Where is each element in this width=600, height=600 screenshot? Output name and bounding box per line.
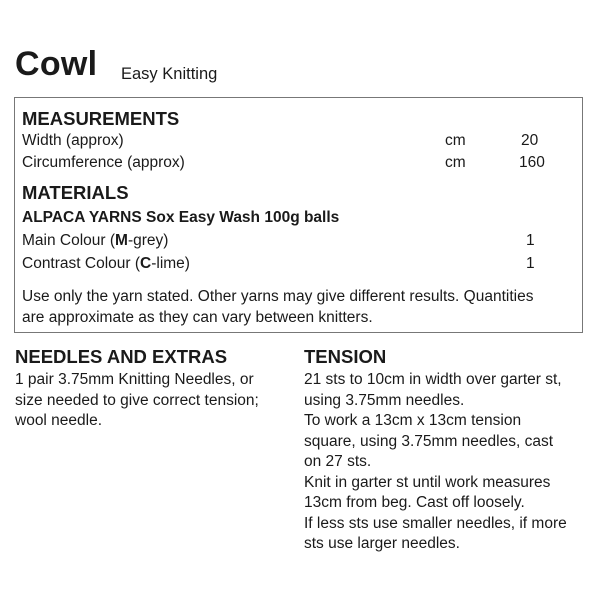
circumference-value: 160 [519,154,545,171]
main-colour-quantity: 1 [526,232,535,249]
page-subtitle: Easy Knitting [121,65,218,83]
tension-line: If less sts use smaller needles, if more [304,514,567,532]
yarn-note-line: are approximate as they can vary between knitters. [22,309,373,326]
tension-line: using 3.75mm needles. [304,391,465,409]
needles-line: 1 pair 3.75mm Knitting Needles, or [15,371,254,388]
needles-line: size needed to give correct tension; [15,391,259,409]
tension-line: sts use larger needles. [304,535,460,552]
width-label: Width (approx) [22,132,124,149]
yarn-note-line: Use only the yarn stated. Other yarns may give different results. Quantities [22,288,534,305]
contrast-colour-quantity: 1 [526,255,535,272]
circumference-label: Circumference (approx) [22,154,185,171]
measurements-heading: MEASUREMENTS [22,108,180,129]
contrast-colour-label: Contrast Colour (C-lime) [22,255,190,272]
needles-heading: NEEDLES AND EXTRAS [15,346,228,367]
tension-line: To work a 13cm x 13cm tension [304,412,522,429]
tension-line: 13cm from beg. Cast off loosely. [304,494,525,511]
tension-line: 21 sts to 10cm in width over garter st, [304,371,562,388]
tension-line: square, using 3.75mm needles, cast [304,432,553,450]
tension-line: on 27 sts. [304,453,372,470]
page-title: Cowl [15,45,98,83]
circumference-unit: cm [445,154,466,171]
tension-line: Knit in garter st until work measures [304,473,551,491]
needles-line: wool needle. [15,412,103,429]
tension-heading: TENSION [304,346,387,367]
width-value: 20 [521,132,539,149]
main-colour-label: Main Colour (M-grey) [22,232,169,249]
yarn-name: ALPACA YARNS Sox Easy Wash 100g balls [22,209,340,226]
width-unit: cm [445,132,466,149]
materials-heading: MATERIALS [22,182,129,203]
